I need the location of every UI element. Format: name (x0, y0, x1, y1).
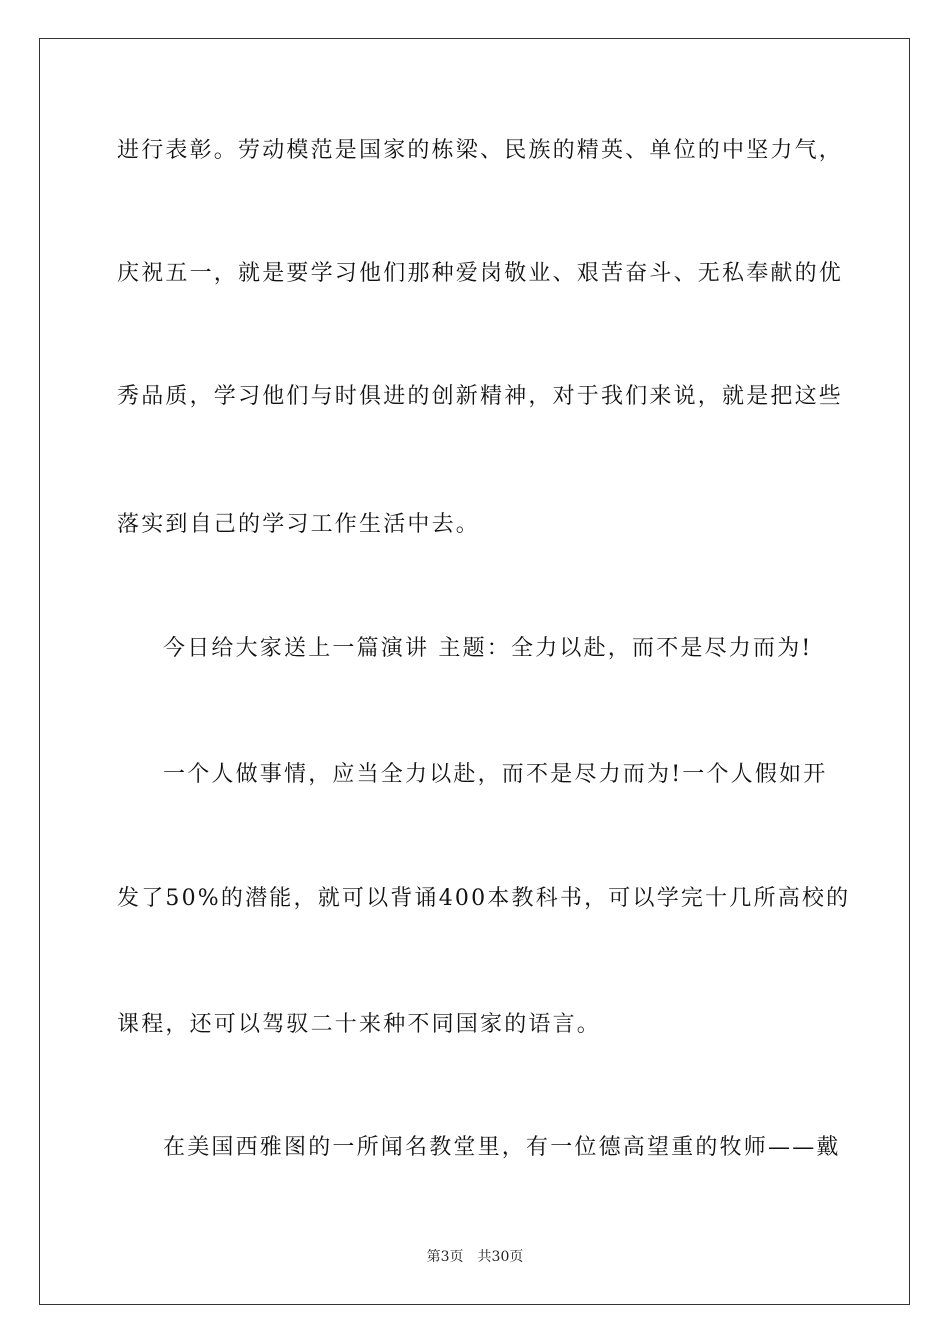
body-text-line: 发了50%的潜能，就可以背诵400本教科书，可以学完十几所高校的 (117, 886, 851, 911)
body-text-line: 落实到自己的学习工作生活中去。 (117, 512, 481, 537)
paragraph-first-line: 在美国西雅图的一所闻名教堂里，有一位德高望重的牧师——戴 (163, 1135, 841, 1160)
body-text-line: 庆祝五一，就是要学习他们那种爱岗敬业、艰苦奋斗、无私奉献的优 (117, 261, 844, 286)
paragraph-first-line: 今日给大家送上一篇演讲 主题：全力以赴，而不是尽力而为! (163, 636, 813, 661)
page-footer (0, 1248, 950, 1266)
body-text-line: 进行表彰。劳动模范是国家的栋梁、民族的精英、单位的中坚力气， (117, 138, 844, 163)
paragraph-first-line: 一个人做事情，应当全力以赴，而不是尽力而为!一个人假如开 (163, 762, 828, 787)
body-text-line: 秀品质，学习他们与时俱进的创新精神，对于我们来说，就是把这些 (117, 384, 844, 409)
page-border (39, 38, 910, 1305)
page-total: 共30页 (477, 1249, 524, 1265)
page-number: 第3页 (426, 1249, 464, 1265)
body-text-line: 课程，还可以驾驭二十来种不同国家的语言。 (117, 1012, 602, 1037)
